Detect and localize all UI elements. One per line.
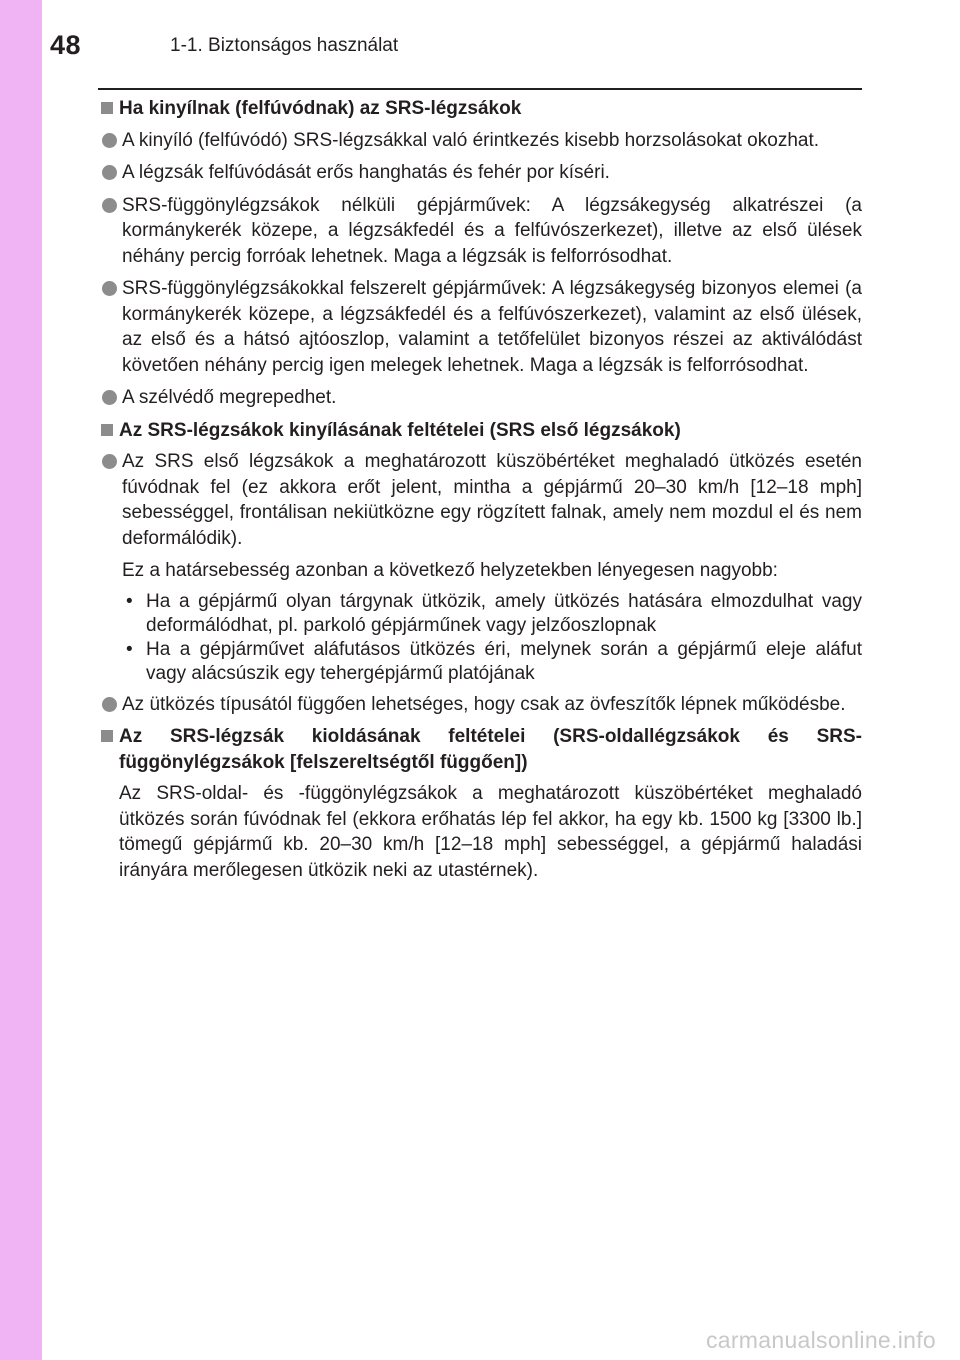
circle-bullet-icon [102,390,117,405]
list-item-text: Az ütközés típusától függően lehetséges, hogy csak az övfeszítők lépnek működésbe. [122,693,846,715]
list-item-text: A szélvédő megrepedhet. [122,387,337,408]
section-heading [98,96,862,122]
list-item-text: SRS-függönylégzsákok nélküli gépjárművek: A légzsákegység alkatrészei (a kormánykerék közepe, a légzsákfedél és a felfúvószerkezet), illetve az első ülések néhány percig forróak lehetnek. Maga a légzsák is felforrósodhat. [122,194,862,267]
page-number: 48 [50,30,82,60]
square-bullet-icon [101,730,113,742]
dot-marker: • [126,590,133,612]
section-title: 1-1. Biztonságos használat [170,35,399,56]
square-bullet-icon [101,102,113,114]
circle-bullet-icon [102,454,117,469]
list-item-text: SRS-függönylégzsákokkal felszerelt gépjárművek: A légzsákegység bizonyos elemei (a kormánykerék közepe, a légzsákfedél és a felfúvószerkezet), valamint az első ülések, az első és a hátsó ajtóoszlop, valamint a tetőfelület bizonyos részei az aktiválódást követően néhány percig igen melegek lehetnek. Maga a légzsák is felforrósodhat. [122,278,862,376]
watermark: carmanualsonline.info [705,1327,936,1353]
list-item [102,276,862,378]
sub-list-item-text: Ha a gépjármű olyan tárgynak ütközik, amely ütközés hatására elmozdulhat vagy deformálódhat, pl. parkoló gépjárműnek vagy jelzőoszlopnak [146,590,862,636]
circle-bullet-icon [102,281,117,296]
list-item-text: A kinyíló (felfúvódó) SRS-légzsákkal való érintkezés kisebb horzsolásokat okozhat. [122,129,820,151]
list-item [102,128,862,154]
note-paragraph: Ez a határsebesség azonban a következő helyzetekben lényegesen nagyobb: [122,560,778,581]
sub-list-item-text: Ha a gépjárművet aláfutásos ütközés éri, melynek során a gépjármű eleje aláfut vagy alácsúszik egy tehergépjármű platójának [146,638,862,684]
circle-bullet-icon [102,697,117,712]
list-item [102,449,862,551]
page-content [98,96,862,883]
list-item-text: Az SRS első légzsákok a meghatározott küszöbértéket meghaladó ütközés esetén fúvódnak fel (ez akkora erőt jelent, mintha a gépjármű 20–30 km/h [12–18 mph] sebességgel, frontálisan nekiütközne egy rögzített falnak, amely nem mozdul el és nem deformálódik). [122,451,862,549]
header-divider [98,88,862,90]
chapter-side-tab [0,0,42,1360]
heading-text: Az SRS-légzsák kioldásának feltételei (SRS-oldallégzsákok és SRS-függönylégzsákok [felszereltségtől függően]) [119,726,862,773]
heading-text: Az SRS-légzsákok kinyílásának feltételei (SRS első légzsákok) [119,419,681,441]
list-item [102,385,862,411]
circle-bullet-icon [102,133,117,148]
dot-marker: • [126,638,133,660]
sub-list-item [122,638,862,686]
section-heading [98,418,862,444]
heading-text: Ha kinyílnak (felfúvódnak) az SRS-légzsákok [119,98,522,119]
sub-list-item [122,590,862,638]
list-item [102,692,862,718]
body-paragraph: Az SRS-oldal- és -függönylégzsákok a meghatározott küszöbértéket meghaladó ütközés során fúvódnak fel (ekkora erőhatás lép fel akkor, ha egy kb. 1500 kg [3300 lb.] tömegű gépjármű kb. 20–30 km/h [12–18 mph] sebességgel, a gépjármű haladási irányára merőlegesen ütközik neki az utastérnek). [119,783,862,881]
list-item [102,160,862,186]
circle-bullet-icon [102,198,117,213]
list-item-text: A légzsák felfúvódását erős hanghatás és fehér por kíséri. [122,162,610,183]
circle-bullet-icon [102,165,117,180]
square-bullet-icon [101,424,113,436]
section-heading [98,724,862,775]
list-item [102,193,862,270]
